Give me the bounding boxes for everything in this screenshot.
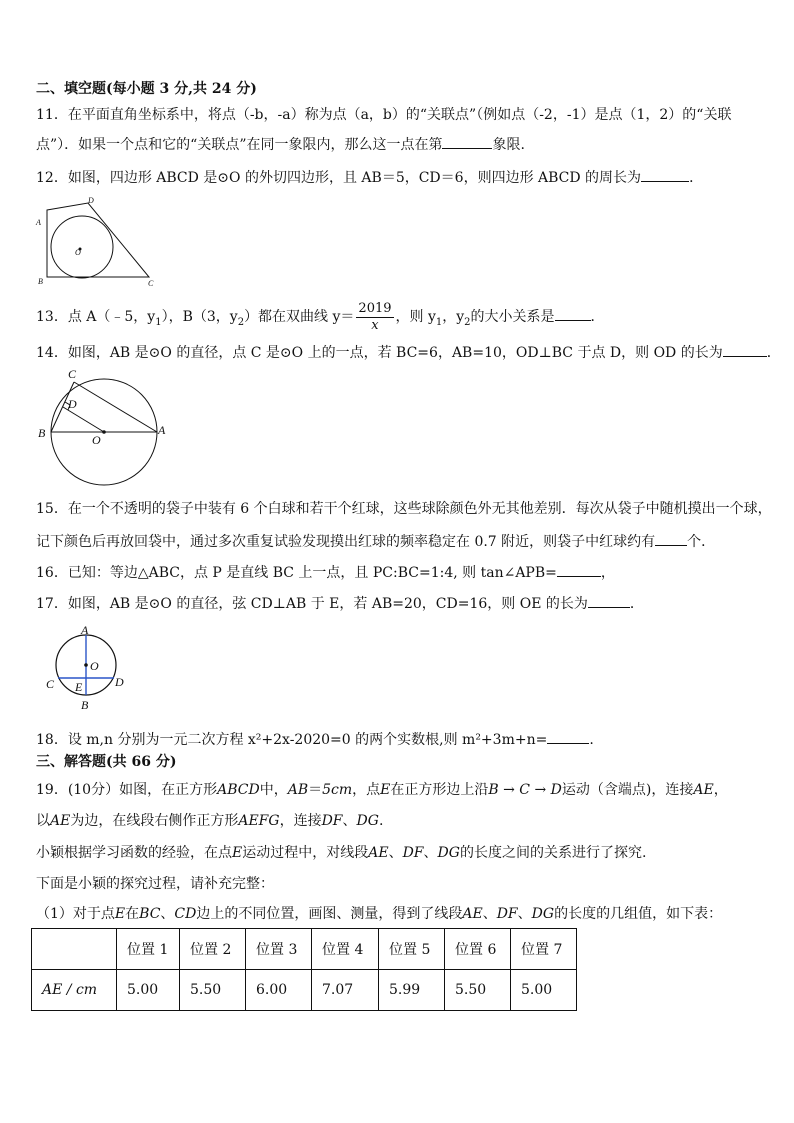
q12-label-d: D: [88, 196, 94, 205]
q19-ab: AB: [287, 782, 309, 798]
table-row-label: AE / cm: [32, 970, 117, 1011]
q16-question: 16．已知：等边△ABC，点 P 是直线 BC 上一点，且 PC:BC=1:4, 则 tan∠APB=: [36, 565, 557, 581]
q19-l1b: 中，: [259, 782, 288, 798]
q12-label-a: A: [36, 218, 41, 227]
q19-data-table: [31, 928, 577, 1011]
q19-line2: [36, 812, 383, 830]
q19-df-3: DF: [496, 906, 518, 922]
q19-dg-3: DG: [531, 906, 555, 922]
q12-inscribed-circle: [51, 216, 113, 278]
q18-answer-blank[interactable]: [547, 729, 589, 744]
q17-center-dot: [84, 663, 88, 667]
q12-quadrilateral: [47, 203, 149, 277]
q16-answer-blank[interactable]: [557, 562, 601, 577]
q12-label-o: O: [75, 248, 81, 257]
q14-label-b: B: [38, 426, 46, 440]
q19-e-2: E: [232, 845, 243, 861]
table-cell: 5.00: [511, 970, 577, 1011]
q19-sep3: 、: [482, 906, 497, 922]
table-header-cell: 位置 2: [180, 929, 246, 970]
q16-end: ，: [600, 565, 615, 581]
q19-cd: CD: [174, 906, 197, 922]
q13-sub4: 2: [464, 316, 471, 328]
q12-figure: [30, 194, 160, 290]
q19-l2d: 、: [342, 813, 357, 829]
q19-dg: DG: [356, 813, 379, 829]
q14-text: [36, 342, 781, 362]
q13-sub2: 2: [237, 316, 245, 328]
q19-l2e: .: [378, 813, 384, 829]
q19-ae-2: AE: [50, 813, 71, 829]
q19-ae-3: AE: [368, 845, 389, 861]
q19-l3a: 小颖根据学习函数的经验，在点: [36, 845, 232, 861]
q19-line1: [36, 781, 728, 799]
q13-answer-blank[interactable]: [555, 306, 591, 321]
q14-chord-ca: [74, 382, 157, 432]
table-cell: 5.99: [379, 970, 445, 1011]
q18-question: 18．设 m,n 分别为一元二次方程 x²+2x-2020=0 的两个实数根,则 m²+3m+n=: [36, 732, 548, 748]
q19-l1e: 在正方形边上沿: [390, 782, 489, 798]
q13-part-b: ），B（3，y: [161, 309, 238, 325]
table-header-cell: 位置 3: [246, 929, 312, 970]
q19-l3b: 运动过程中，对线段: [242, 845, 369, 861]
table-cell: 5.00: [117, 970, 180, 1011]
q14-label-c: C: [68, 367, 77, 381]
q19-l1g: ，: [713, 782, 728, 798]
q19-l3c: 的长度之间的关系进行了探究.: [459, 845, 647, 861]
q19-ae-4: AE: [462, 906, 483, 922]
q13-text: [36, 300, 605, 336]
q12-label-c: C: [148, 279, 154, 288]
q15-line1: 15．在一个不透明的袋子中装有 6 个白球和若干个红球，这些球除颜色外无其他差别．每次从袋子中随机摸出一个球，: [36, 501, 772, 517]
q17-end: ．: [629, 596, 644, 612]
q19-dg-2: DG: [437, 845, 460, 861]
q19-path: B → C → D: [488, 782, 562, 798]
q18-text: [36, 729, 594, 749]
q19-line3: [36, 844, 646, 862]
q19-sep1: 、: [388, 845, 403, 861]
q19-l5b: 在: [125, 906, 140, 922]
q13-part-e: ，y: [442, 309, 465, 325]
q16-text: [36, 562, 615, 582]
q19-l5d: 边上的不同位置，画图、测量，得到了线段: [196, 906, 463, 922]
q13-part-d: ，则 y: [395, 309, 436, 325]
q19-line5: [36, 905, 722, 923]
q17-label-b: B: [81, 698, 89, 712]
q14-figure: [34, 366, 166, 490]
table-cell: 5.50: [180, 970, 246, 1011]
q11-line2-text: 点”）．如果一个点和它的“关联点”在同一象限内，那么这一点在第: [36, 137, 443, 153]
q17-text: [36, 593, 644, 613]
q15-answer-blank[interactable]: [655, 531, 687, 546]
q13-fraction: [356, 301, 393, 334]
q19-abcd: ABCD: [217, 782, 260, 798]
section-heading-fill-blank: 二、填空题(每小题 3 分,共 24 分): [36, 81, 257, 97]
q19-l2a: 以: [36, 813, 50, 829]
q19-l1f: 运动（含端点)，连接: [561, 782, 694, 798]
q13-denominator: x: [371, 317, 379, 333]
q19-e: E: [380, 782, 391, 798]
q13-numerator: 2019: [358, 300, 392, 316]
section-heading-solutions: 三、解答题(共 66 分): [36, 754, 177, 770]
q13-part-c: ）都在双曲线 y＝: [244, 309, 355, 325]
q19-l1d: ，点: [352, 782, 381, 798]
q14-question: 14．如图，AB 是⊙O 的直径，点 C 是⊙O 上的一点，若 BC=6，AB=10，OD⊥BC 于点 D，则 OD 的长为: [36, 345, 723, 361]
q12-label-b: B: [38, 277, 43, 286]
q12-text: [36, 167, 703, 187]
table-header-cell: 位置 6: [445, 929, 511, 970]
table-header-cell: 位置 4: [312, 929, 379, 970]
q17-answer-blank[interactable]: [588, 593, 630, 608]
q19-df: DF: [321, 813, 343, 829]
q19-l2c: ，连接: [279, 813, 322, 829]
table-row: [32, 970, 577, 1011]
q17-question: 17．如图，AB 是⊙O 的直径，弦 CD⊥AB 于 E，若 AB=20，CD=16，则 OE 的长为: [36, 596, 588, 612]
q17-figure: [44, 620, 134, 714]
q19-e-3: E: [114, 906, 126, 922]
table-cell: 6.00: [246, 970, 312, 1011]
q11-answer-blank[interactable]: [442, 134, 492, 149]
q19-l5e: 的长度的几组值，如下表：: [554, 906, 723, 922]
q15-end: 个．: [687, 534, 716, 550]
q19-l5c: 、: [160, 906, 175, 922]
q12-question: 12．如图，四边形 ABCD 是⊙O 的外切四边形，且 AB＝5，CD＝6，则四边形 ABCD 的周长为: [36, 170, 642, 186]
table-header-cell: [32, 929, 117, 970]
q13-part-f: 的大小关系是: [470, 309, 555, 325]
q19-df-2: DF: [402, 845, 424, 861]
q19-val: 5cm: [322, 782, 353, 798]
q13-sub3: 1: [435, 316, 443, 328]
q19-sep4: 、: [517, 906, 532, 922]
q19-l5a: （1）对于点: [36, 906, 115, 922]
q11-line2-end: 象限.: [492, 137, 525, 153]
q14-label-a: A: [158, 423, 166, 437]
q15-line2: [36, 531, 715, 551]
q19-l2b: 为边，在线段右侧作正方形: [70, 813, 239, 829]
q13-part-a: 13．点 A（﹣5，y: [36, 309, 156, 325]
q19-line4: 下面是小颖的探究过程，请补充完整：: [36, 876, 274, 892]
q11-line1: 11．在平面直角坐标系中，将点（-b，-a）称为点（a，b）的“关联点”（例如点（-2，-1）是点（1，2）的“关联: [36, 107, 732, 123]
table-header-cell: 位置 5: [379, 929, 445, 970]
table-header-cell: 位置 7: [511, 929, 577, 970]
table-cell: 5.50: [445, 970, 511, 1011]
table-header-cell: 位置 1: [117, 929, 180, 970]
table-cell: 7.07: [312, 970, 379, 1011]
q14-answer-blank[interactable]: [723, 342, 767, 357]
q19-bc: BC: [139, 906, 161, 922]
q17-label-d: D: [115, 675, 124, 689]
q14-label-o: O: [92, 433, 101, 447]
q19-l1a: 19．(10分）如图，在正方形: [36, 782, 218, 798]
q19-aefg: AEFG: [238, 813, 280, 829]
q19-sep2: 、: [423, 845, 438, 861]
q18-end: .: [589, 732, 594, 748]
q19-ae: AE: [693, 782, 714, 798]
q14-end: ．: [766, 345, 781, 361]
q13-end: ．: [590, 309, 605, 325]
q14-center-dot: [102, 430, 106, 434]
q17-label-a: A: [81, 623, 89, 637]
table-header-row: [32, 929, 577, 970]
q12-end: ．: [689, 170, 704, 186]
q17-label-o: O: [90, 659, 99, 673]
q12-answer-blank[interactable]: [641, 167, 689, 182]
q19-l1c: ＝: [308, 782, 323, 798]
q13-sub1: 1: [155, 316, 162, 328]
q15-line2-text: 记下颜色后再放回袋中，通过多次重复试验发现摸出红球的频率稳定在 0.7 附近，则袋子中红球约有: [36, 534, 656, 550]
q17-label-e: E: [75, 680, 83, 694]
q17-label-c: C: [46, 677, 55, 691]
q11-line2: [36, 134, 525, 154]
q14-label-d: D: [68, 397, 77, 411]
